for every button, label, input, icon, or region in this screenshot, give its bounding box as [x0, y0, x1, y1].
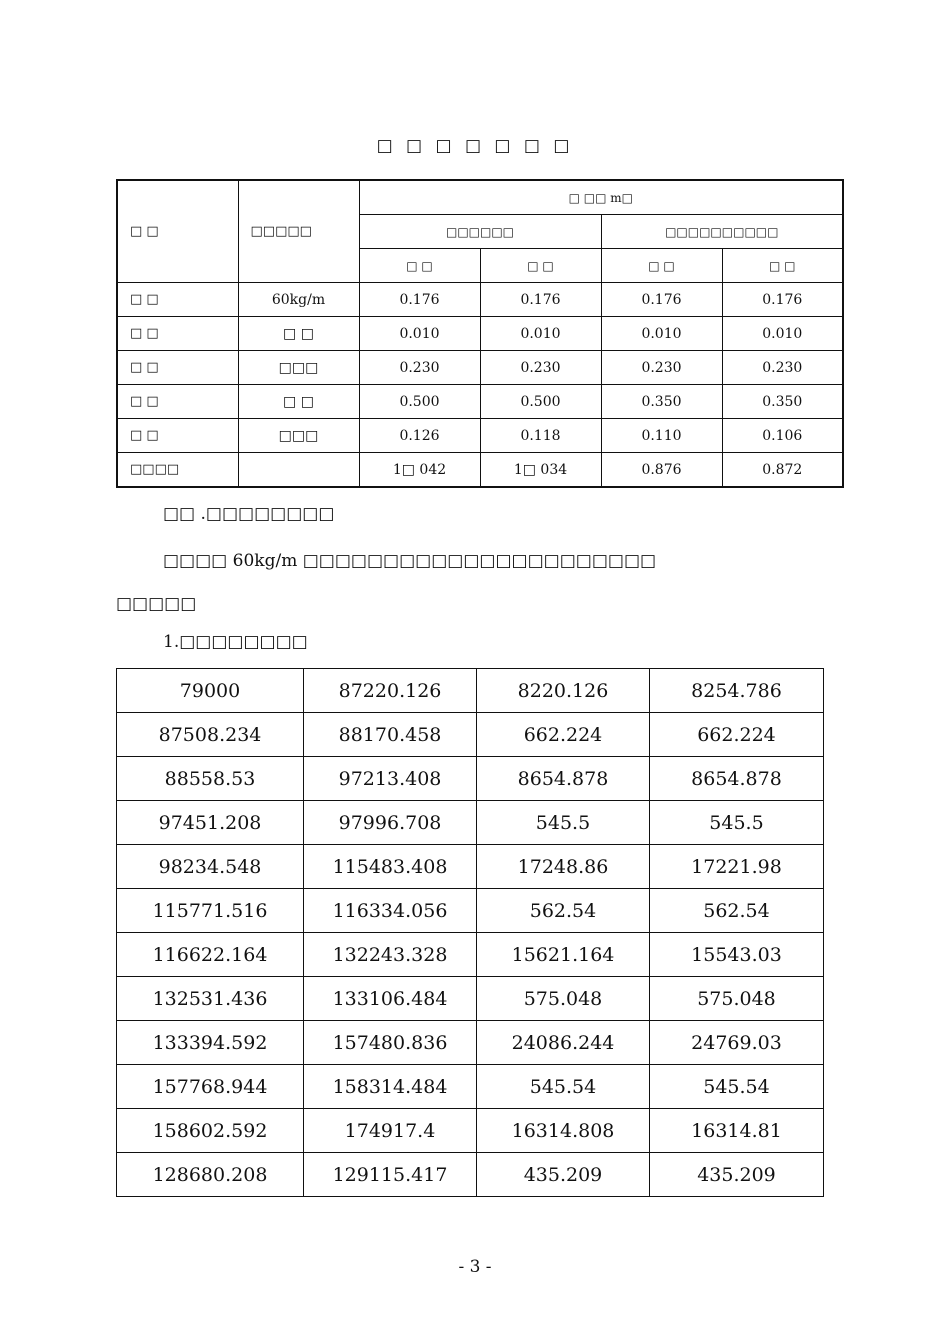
table-row — [117, 757, 824, 801]
table-cell: 15543.03 — [650, 933, 824, 977]
table-row — [117, 351, 843, 385]
table-cell: 158602.592 — [117, 1109, 304, 1153]
table-cell: 545.5 — [477, 801, 650, 845]
cell: 0.350 — [722, 385, 843, 419]
table-row — [117, 1021, 824, 1065]
table-cell: 15621.164 — [477, 933, 650, 977]
cell: 0.176 — [359, 283, 480, 317]
table-cell: 16314.808 — [477, 1109, 650, 1153]
cell: 0.118 — [480, 419, 601, 453]
row-name: □ □ — [117, 283, 238, 317]
table-cell: 132243.328 — [304, 933, 477, 977]
table-cell: 97996.708 — [304, 801, 477, 845]
table-cell: 97213.408 — [304, 757, 477, 801]
cell: 0.126 — [359, 419, 480, 453]
note-line-2: □□□□ 60kg/m □□□□□□□□□□□□□□□□□□□□□□ — [163, 551, 657, 571]
table-cell: 116334.056 — [304, 889, 477, 933]
table-cell: 157768.944 — [117, 1065, 304, 1109]
table-cell: 115483.408 — [304, 845, 477, 889]
table-cell: 575.048 — [477, 977, 650, 1021]
table-cell: 8654.878 — [477, 757, 650, 801]
table-cell: 8654.878 — [650, 757, 824, 801]
table-row — [117, 801, 824, 845]
table-cell: 132531.436 — [117, 977, 304, 1021]
section-heading: 1.□□□□□□□□ — [163, 632, 308, 652]
row-spec: □ □ — [238, 385, 359, 419]
row-name: □ □ — [117, 317, 238, 351]
cell: 0.010 — [601, 317, 722, 351]
table-cell: 17221.98 — [650, 845, 824, 889]
header-col2: □□□□□ — [238, 180, 359, 283]
cell: 0.350 — [601, 385, 722, 419]
table-cell: 562.54 — [650, 889, 824, 933]
table-cell: 24769.03 — [650, 1021, 824, 1065]
cell: 0.010 — [359, 317, 480, 351]
table-row — [117, 419, 843, 453]
table-cell: 97451.208 — [117, 801, 304, 845]
header-leaf: □ □ — [601, 249, 722, 283]
note-line-1: □□ .□□□□□□□□ — [163, 504, 335, 524]
table-cell: 128680.208 — [117, 1153, 304, 1197]
cell: 0.106 — [722, 419, 843, 453]
table-cell: 662.224 — [650, 713, 824, 757]
cell: 0.500 — [480, 385, 601, 419]
header-sub2: □□□□□□□□□□ — [601, 215, 843, 249]
mileage-table — [116, 668, 824, 1197]
cell: 1□ 042 — [359, 453, 480, 488]
rail-structure-table — [116, 179, 844, 488]
table-cell: 87508.234 — [117, 713, 304, 757]
row-spec: □□□ — [238, 351, 359, 385]
table-row — [117, 889, 824, 933]
page-number: - 3 - — [458, 1257, 492, 1277]
cell: 1□ 034 — [480, 453, 601, 488]
cell: 0.230 — [601, 351, 722, 385]
row-name: □ □ — [117, 385, 238, 419]
header-col1: □ □ — [117, 180, 238, 283]
table-cell: 8220.126 — [477, 669, 650, 713]
cell: 0.176 — [480, 283, 601, 317]
row-spec: □□□ — [238, 419, 359, 453]
table-row — [117, 977, 824, 1021]
table-cell: 545.54 — [477, 1065, 650, 1109]
table-cell: 8254.786 — [650, 669, 824, 713]
cell: 0.230 — [359, 351, 480, 385]
header-sub1: □□□□□□ — [359, 215, 601, 249]
cell: 0.230 — [722, 351, 843, 385]
table-row — [117, 669, 824, 713]
note-line-3: □□□□□ — [116, 594, 197, 614]
row-spec: □ □ — [238, 317, 359, 351]
table1-title: □ □ □ □ □ □ □ — [376, 136, 574, 156]
table-cell: 435.209 — [650, 1153, 824, 1197]
header-leaf: □ □ — [359, 249, 480, 283]
table-row — [117, 845, 824, 889]
table-row — [117, 385, 843, 419]
header-group: □ □□ m□ — [359, 180, 843, 215]
cell: 0.876 — [601, 453, 722, 488]
row-name: □□□□ — [117, 453, 238, 488]
row-spec — [238, 453, 359, 488]
table-cell: 562.54 — [477, 889, 650, 933]
table-cell: 79000 — [117, 669, 304, 713]
table-cell: 174917.4 — [304, 1109, 477, 1153]
header-leaf: □ □ — [480, 249, 601, 283]
cell: 0.110 — [601, 419, 722, 453]
table-cell: 88558.53 — [117, 757, 304, 801]
table-cell: 129115.417 — [304, 1153, 477, 1197]
table-cell: 16314.81 — [650, 1109, 824, 1153]
table-cell: 158314.484 — [304, 1065, 477, 1109]
table-cell: 545.54 — [650, 1065, 824, 1109]
table-row — [117, 713, 824, 757]
table-cell: 87220.126 — [304, 669, 477, 713]
row-spec: 60kg/m — [238, 283, 359, 317]
table-cell: 662.224 — [477, 713, 650, 757]
cell: 0.010 — [722, 317, 843, 351]
table-cell: 133106.484 — [304, 977, 477, 1021]
cell: 0.872 — [722, 453, 843, 488]
table-cell: 88170.458 — [304, 713, 477, 757]
table-row — [117, 933, 824, 977]
cell: 0.230 — [480, 351, 601, 385]
table-cell: 575.048 — [650, 977, 824, 1021]
table-row — [117, 283, 843, 317]
table-cell: 157480.836 — [304, 1021, 477, 1065]
table-cell: 98234.548 — [117, 845, 304, 889]
table-cell: 545.5 — [650, 801, 824, 845]
table-row — [117, 1065, 824, 1109]
table-cell: 133394.592 — [117, 1021, 304, 1065]
header-leaf: □ □ — [722, 249, 843, 283]
table-cell: 115771.516 — [117, 889, 304, 933]
table-cell: 24086.244 — [477, 1021, 650, 1065]
cell: 0.176 — [601, 283, 722, 317]
table-row-total — [117, 453, 843, 488]
table-cell: 17248.86 — [477, 845, 650, 889]
cell: 0.010 — [480, 317, 601, 351]
table-row — [117, 1153, 824, 1197]
table-cell: 116622.164 — [117, 933, 304, 977]
cell: 0.176 — [722, 283, 843, 317]
row-name: □ □ — [117, 351, 238, 385]
table-cell: 435.209 — [477, 1153, 650, 1197]
table-row — [117, 317, 843, 351]
row-name: □ □ — [117, 419, 238, 453]
table-row — [117, 1109, 824, 1153]
cell: 0.500 — [359, 385, 480, 419]
